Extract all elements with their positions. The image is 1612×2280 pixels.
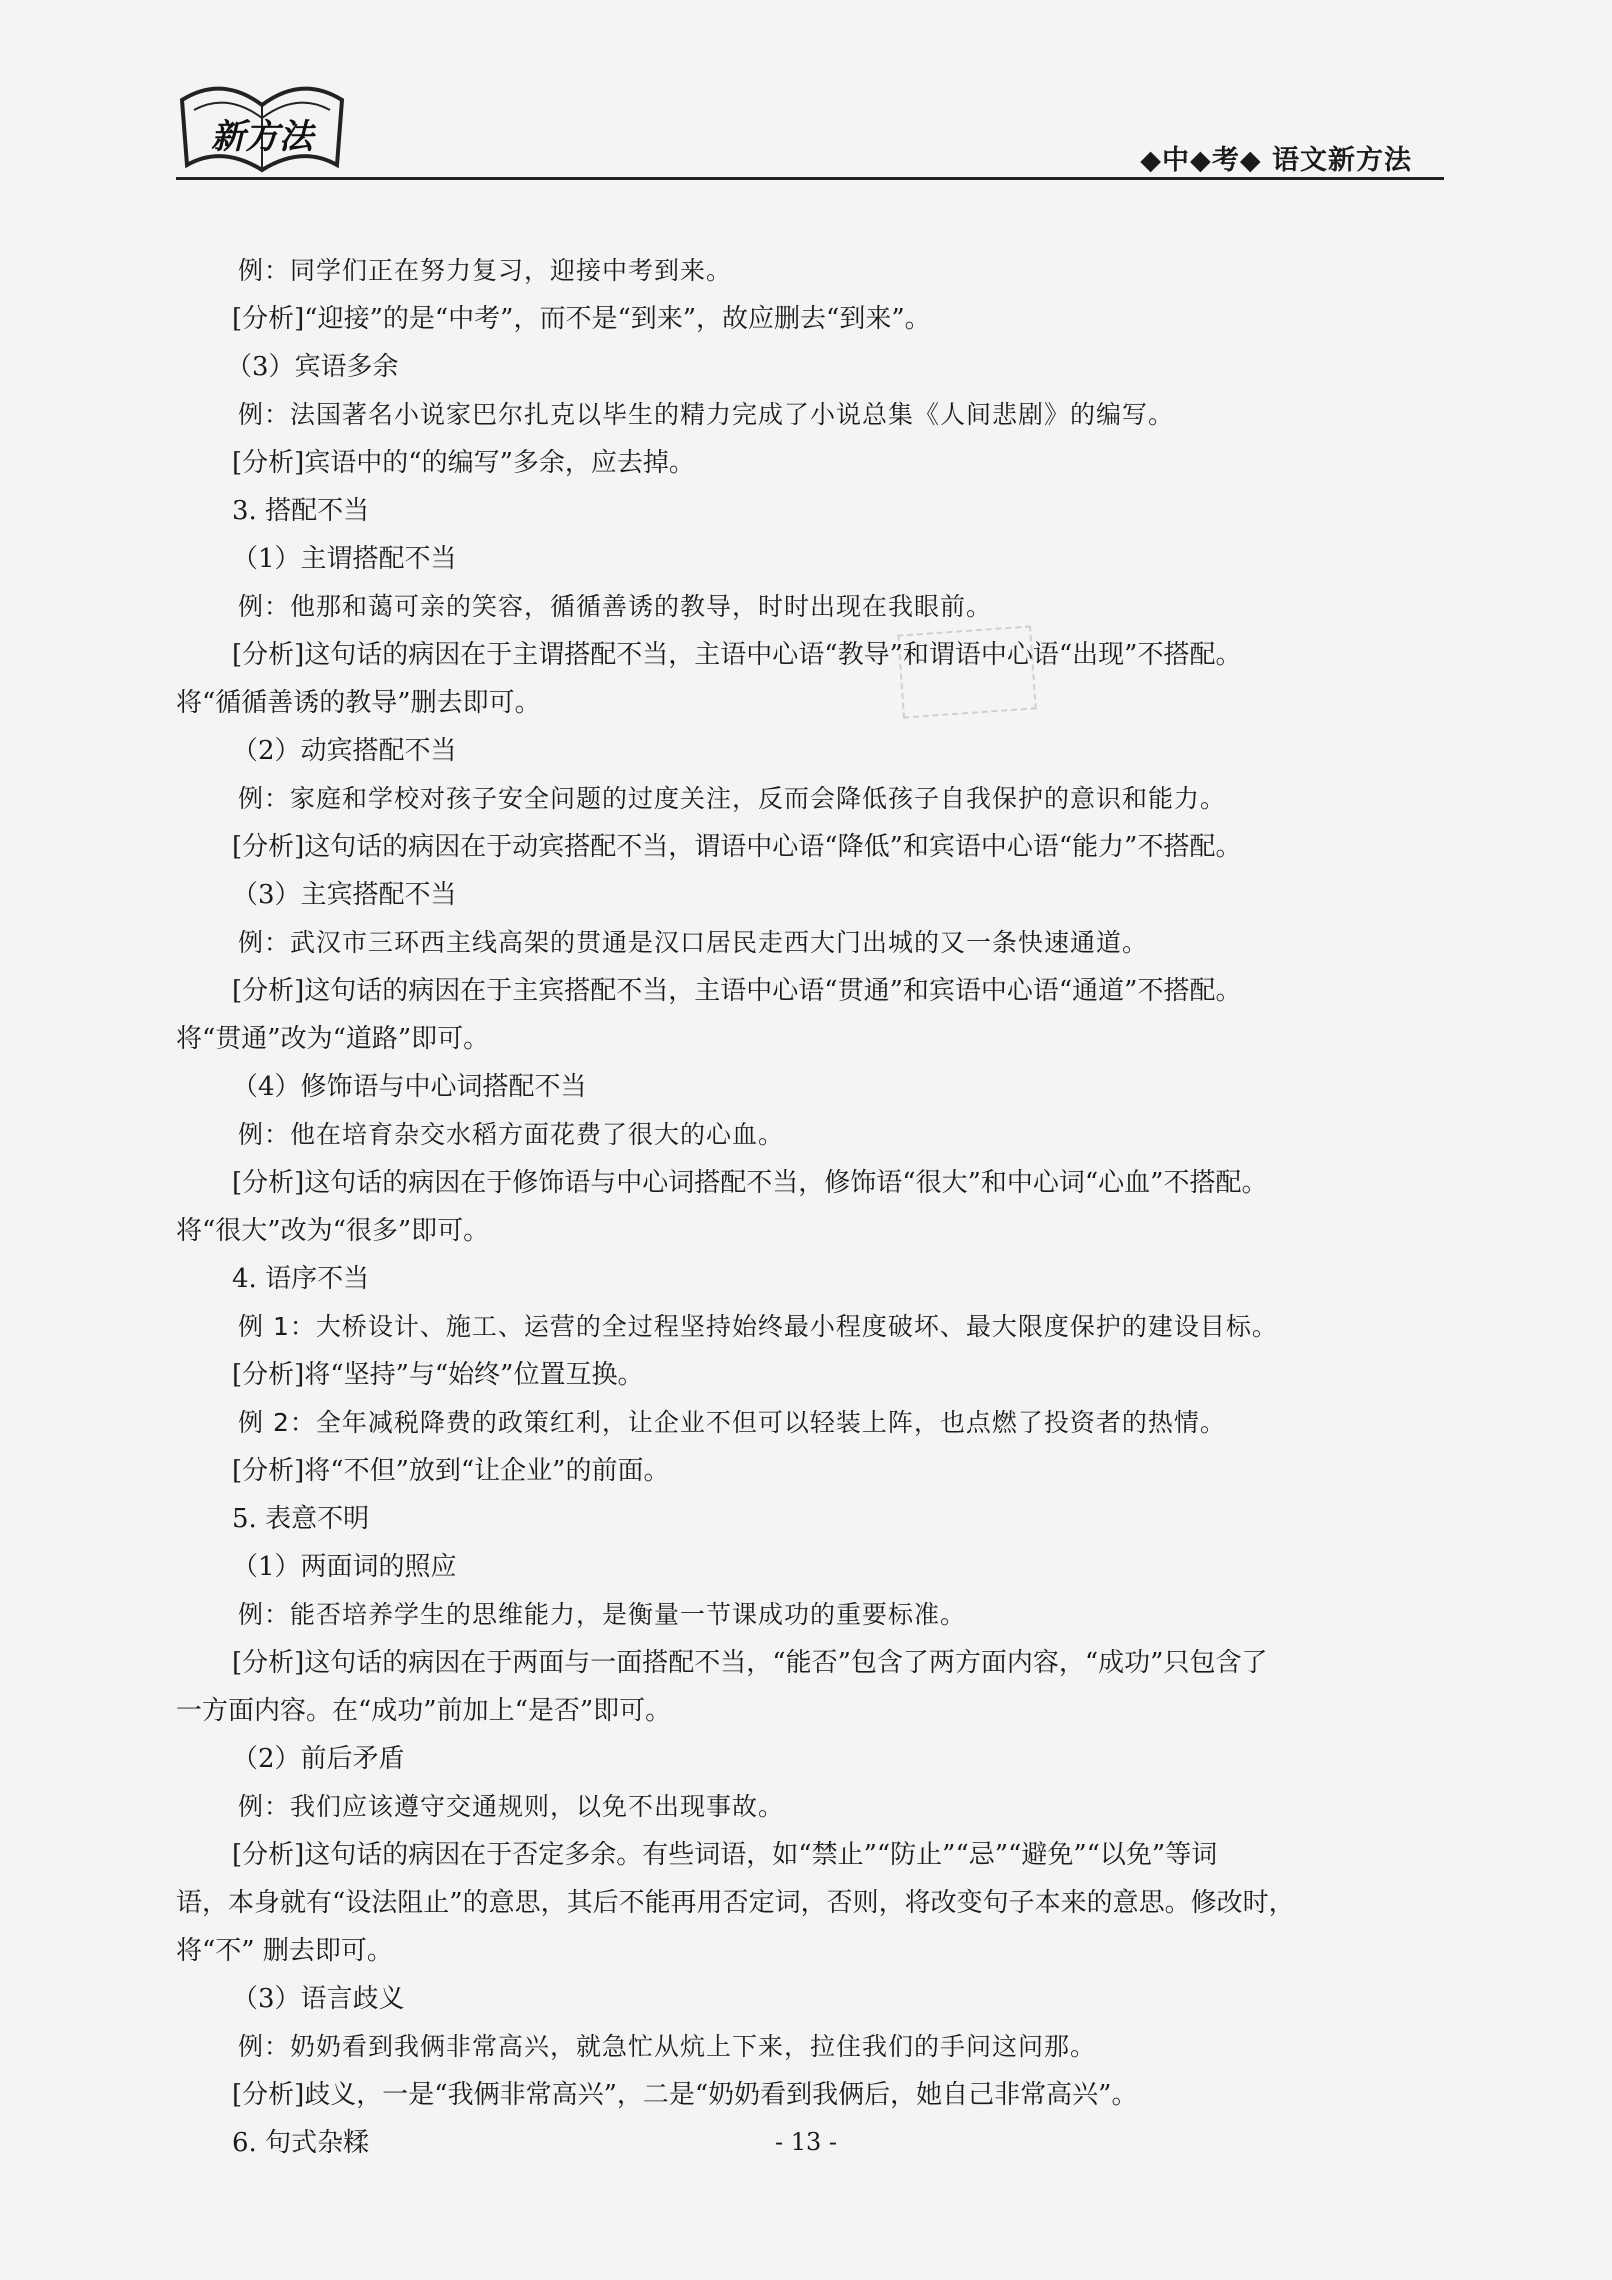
text-line: （2）前后矛盾 [232, 1744, 405, 1774]
book-logo-icon [172, 70, 352, 180]
text-line: [分析]“迎接”的是“中考”，而不是“到来”，故应删去“到来”。 [232, 304, 931, 334]
text-line: 4. 语序不当 [232, 1264, 370, 1294]
text-line: [分析]这句话的病因在于两面与一面搭配不当，“能否”包含了两方面内容，“成功”只包含了 [232, 1648, 1268, 1678]
text-line: 将“不” 删去即可。 [176, 1936, 393, 1966]
text-line: 例：武汉市三环西主线高架的贯通是汉口居民走西大门出城的又一条快速通道。 [238, 928, 1149, 957]
text-line: 3. 搭配不当 [232, 496, 370, 526]
text-line: [分析]这句话的病因在于主谓搭配不当，主语中心语“教导”和谓语中心语“出现”不搭配。 [232, 640, 1242, 670]
text-line: 5. 表意不明 [232, 1504, 370, 1534]
text-line: [分析]宾语中的“的编写”多余，应去掉。 [232, 448, 695, 478]
text-line: （3）主宾搭配不当 [232, 880, 457, 910]
text-line: 将“贯通”改为“道路”即可。 [176, 1024, 490, 1054]
text-line: 例：法国著名小说家巴尔扎克以毕生的精力完成了小说总集《人间悲剧》的编写。 [238, 400, 1175, 429]
text-line: 将“循循善诱的教导”删去即可。 [176, 688, 541, 718]
svg-text:新方法: 新方法 [211, 117, 313, 157]
text-line: （4）修饰语与中心词搭配不当 [232, 1072, 587, 1102]
text-line: 语，本身就有“设法阻止”的意思，其后不能再用否定词，否则，将改变句子本来的意思。修改时， [176, 1888, 1295, 1918]
header-title: ◆中◆考◆ 语文新方法 [1140, 145, 1412, 176]
text-line: （1）两面词的照应 [232, 1552, 457, 1582]
text-line: 例 2：全年减税降费的政策红利，让企业不但可以轻装上阵，也点燃了投资者的热情。 [238, 1408, 1226, 1437]
text-line: 例：他那和蔼可亲的笑容，循循善诱的教导，时时出现在我眼前。 [238, 592, 993, 621]
text-line: （2）动宾搭配不当 [232, 736, 457, 766]
text-line: （3）语言歧义 [232, 1984, 405, 2014]
text-line: [分析]这句话的病因在于动宾搭配不当，谓语中心语“降低”和宾语中心语“能力”不搭配。 [232, 832, 1242, 862]
book-logo [172, 70, 352, 180]
text-line: [分析]这句话的病因在于否定多余。有些词语，如“禁止”“防止”“忌”“避免”“以免”等词 [232, 1840, 1218, 1870]
text-line: 例：同学们正在努力复习，迎接中考到来。 [238, 256, 733, 285]
text-line: （3）宾语多余 [226, 352, 399, 382]
text-line: 将“很大”改为“很多”即可。 [176, 1216, 490, 1246]
page-number: - 13 - [774, 2128, 837, 2156]
text-line: [分析]将“坚持”与“始终”位置互换。 [232, 1360, 644, 1390]
text-line: [分析]将“不但”放到“让企业”的前面。 [232, 1456, 670, 1486]
text-line: 例：奶奶看到我俩非常高兴，就急忙从炕上下来，拉住我们的手问这问那。 [238, 2032, 1097, 2061]
text-line: 例：他在培育杂交水稻方面花费了很大的心血。 [238, 1120, 785, 1149]
text-line: 例：我们应该遵守交通规则，以免不出现事故。 [238, 1792, 785, 1821]
text-line: 例：家庭和学校对孩子安全问题的过度关注，反而会降低孩子自我保护的意识和能力。 [238, 784, 1227, 813]
text-line: 6. 句式杂糅 [232, 2128, 370, 2158]
text-line: [分析]这句话的病因在于主宾搭配不当，主语中心语“贯通”和宾语中心语“通道”不搭配。 [232, 976, 1242, 1006]
text-line: 一方面内容。在“成功”前加上“是否”即可。 [176, 1696, 672, 1726]
text-line: 例 1：大桥设计、施工、运营的全过程坚持始终最小程度破坏、最大限度保护的建设目标。 [238, 1312, 1278, 1341]
text-line: [分析]这句话的病因在于修饰语与中心词搭配不当，修饰语“很大”和中心词“心血”不搭配。 [232, 1168, 1268, 1198]
main-content [176, 247, 1444, 2167]
text-line: 例：能否培养学生的思维能力，是衡量一节课成功的重要标准。 [238, 1600, 967, 1629]
text-line: [分析]歧义，一是“我俩非常高兴”，二是“奶奶看到我俩后，她自己非常高兴”。 [232, 2080, 1138, 2110]
header-rule [176, 177, 1444, 180]
text-line: （1）主谓搭配不当 [232, 544, 457, 574]
